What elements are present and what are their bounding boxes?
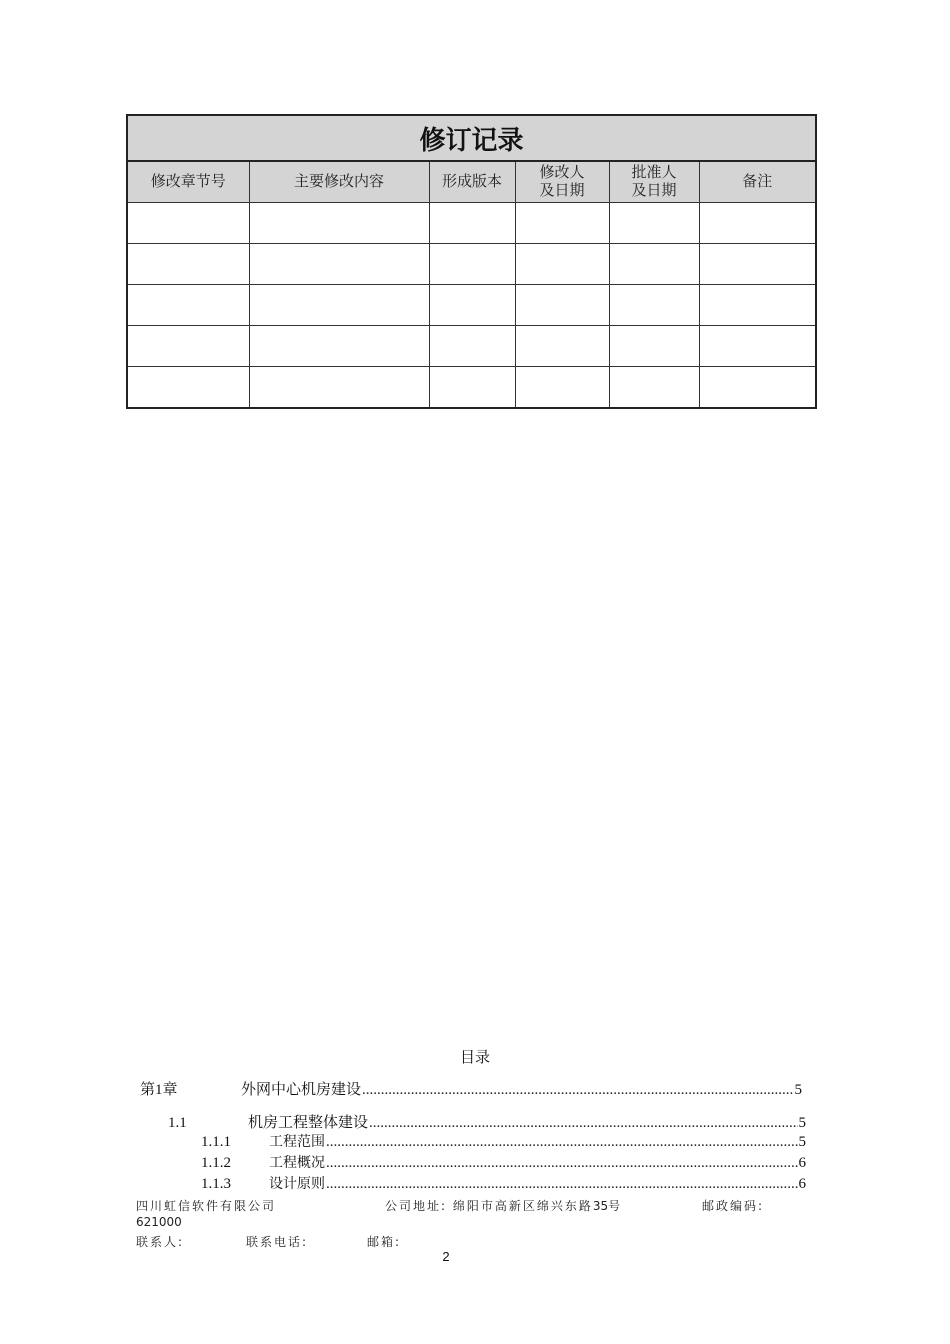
footer-postcode-label: 邮政编码: [702,1199,765,1213]
footer-address [385,1197,622,1214]
toc-entry-number: 1.1.2 [201,1155,231,1171]
header-section-no: 修改章节号 [127,161,249,203]
toc-entry-number: 1.1.1 [201,1134,231,1150]
header-modifier-date: 修改人 及日期 [515,161,609,203]
table-row [127,244,816,285]
toc-title: 目录 [459,1050,490,1066]
footer-address-suffix: 号 [608,1199,623,1213]
toc-leader [362,1082,793,1099]
table-row [127,285,816,326]
toc-entry-number: 1.1 [168,1115,187,1131]
toc-leader [369,1115,797,1132]
toc-entry-text: 工程范围 [269,1134,325,1150]
toc-leader [326,1134,798,1151]
toc-entry-page: 5 [794,1082,802,1098]
footer-address-number: 35 [592,1199,609,1213]
toc-entry[interactable] [201,1131,806,1151]
footer-company: 四川虹信软件有限公司 [136,1199,277,1213]
header-remarks: 备注 [699,161,816,203]
toc-entry-number: 第1章 [140,1082,178,1098]
footer-address-label: 公司地址: [385,1199,448,1213]
table-row [127,326,816,367]
header-approver-date: 批准人 及日期 [609,161,699,203]
toc-entry-number: 1.1.3 [201,1176,231,1192]
footer-email-label: 邮箱: [367,1235,402,1249]
footer-phone-label: 联系电话: [246,1235,309,1249]
header-main-changes: 主要修改内容 [249,161,429,203]
toc-entry-page: 5 [798,1134,806,1150]
toc-entry-text: 设计原则 [269,1176,325,1192]
toc-entry-page: 6 [798,1155,806,1171]
table-row [127,367,816,409]
footer-address-value: 绵阳市高新区绵兴东路 [452,1199,593,1213]
page-number: 2 [442,1249,450,1264]
revision-table-title: 修订记录 [127,115,816,161]
toc-entry[interactable] [201,1152,806,1172]
toc-entry[interactable] [168,1111,806,1132]
toc-leader [326,1176,798,1193]
toc-entry-text: 外网中心机房建设 [241,1082,362,1098]
footer-contact-label: 联系人: [136,1235,185,1249]
toc-entry[interactable] [201,1173,806,1193]
toc-leader [326,1155,798,1172]
toc-entry-text: 机房工程整体建设 [248,1115,369,1131]
footer-postcode: 621000 [136,1215,182,1229]
revision-table [126,114,817,409]
header-version: 形成版本 [429,161,515,203]
table-row [127,203,816,244]
toc-entry-page: 6 [798,1176,806,1192]
toc-entry-text: 工程概况 [269,1155,325,1171]
toc-entry[interactable] [140,1078,802,1099]
toc-entry-page: 5 [798,1115,806,1131]
